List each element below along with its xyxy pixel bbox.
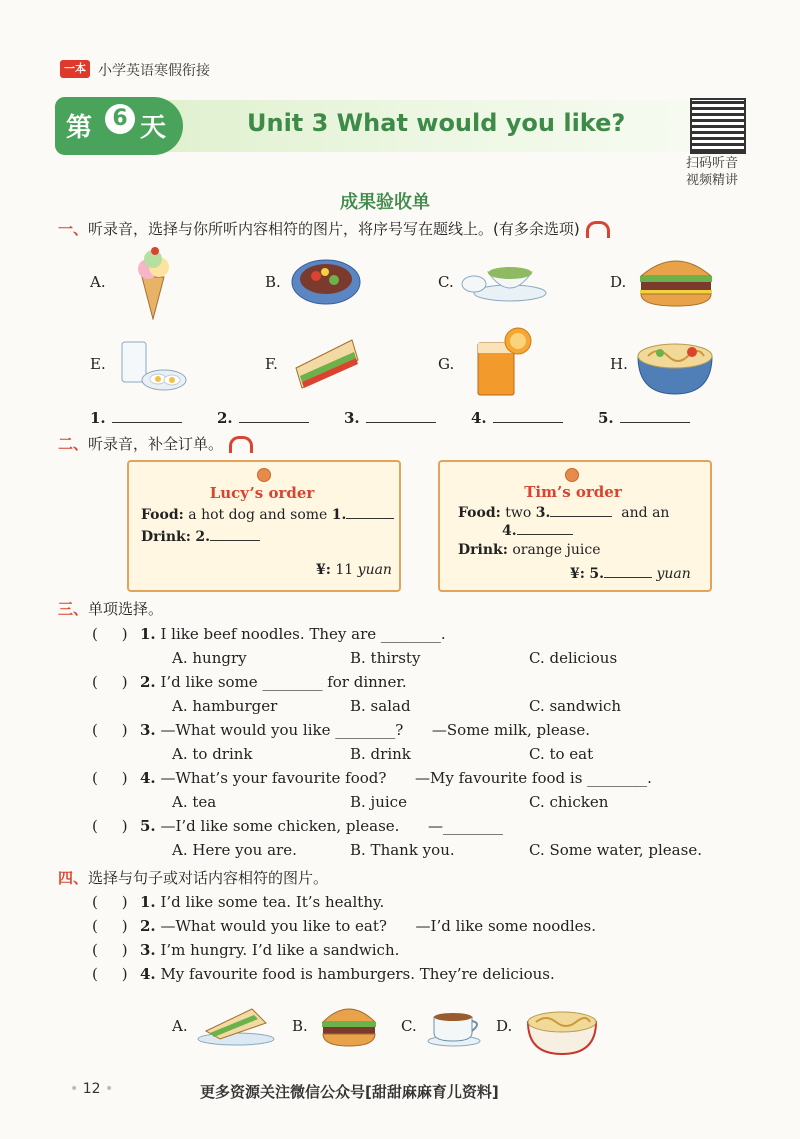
option-a[interactable]: A. hungry [172, 649, 247, 667]
mc-options [92, 790, 752, 814]
option-a[interactable]: A. Here you are. [172, 841, 297, 859]
option-c[interactable]: C. chicken [529, 793, 609, 811]
answer-blank-5[interactable]: 5. [598, 408, 690, 427]
option-letter: C. [438, 273, 454, 291]
option-b[interactable]: B. thirsty [350, 649, 421, 667]
option-c[interactable]: C. sandwich [529, 697, 622, 715]
option-letter: E. [90, 355, 106, 373]
answer-paren[interactable]: ( ) [92, 769, 128, 787]
option-letter: G. [438, 355, 455, 373]
tim-blank-4[interactable] [517, 522, 573, 535]
answer-paren[interactable]: ( ) [92, 917, 128, 935]
option-letter: A. [172, 1017, 188, 1035]
mc-options [92, 742, 752, 766]
qr-caption: 扫码听音 视频精讲 [686, 156, 739, 188]
hamburger-icon [637, 250, 715, 310]
brand-badge: 一本 [60, 60, 90, 78]
match-question: ( ) 2. —What would you like to eat? —I’d like some noodles. [92, 914, 752, 938]
answer-paren[interactable]: ( ) [92, 721, 128, 739]
day-prefix: 第 [66, 113, 93, 143]
ice-cream-icon [128, 245, 178, 320]
answer-paren[interactable]: ( ) [92, 673, 128, 691]
tea-cup-icon [460, 258, 550, 303]
footer-text: 更多资源关注微信公众号[甜甜麻麻育儿资料] [200, 1083, 499, 1101]
option-c[interactable]: C. to eat [529, 745, 594, 763]
option-letter: B. [265, 273, 281, 291]
sandwich-icon [196, 1005, 276, 1047]
hamburger-icon [320, 1000, 378, 1050]
answer-blank-3[interactable]: 3. [344, 408, 436, 427]
option-letter: D. [496, 1017, 513, 1035]
section-title: 成果验收单 [340, 192, 430, 213]
noodles-icon [524, 1004, 600, 1056]
qr-code-icon[interactable] [690, 98, 746, 154]
part1-heading: 一、听录音，选择与你所听内容相符的图片，将序号写在题线上。(有多余选项) [58, 218, 610, 239]
unit-title: Unit 3 What would you like? [247, 109, 626, 137]
lucy-blank-2[interactable] [210, 528, 260, 541]
noodles-icon [634, 336, 716, 396]
answer-blank-1[interactable]: 1. [90, 408, 182, 427]
mc-question: ( ) 3. —What would you like ________? —Some milk, please. [92, 718, 752, 742]
headphone-icon[interactable] [229, 436, 253, 453]
answer-paren[interactable]: ( ) [92, 817, 128, 835]
part3-questions [92, 622, 752, 862]
mc-options [92, 694, 752, 718]
option-a[interactable]: A. hamburger [172, 697, 278, 715]
tim-blank-5[interactable] [604, 565, 652, 578]
tim-order-title: Tim’s order [524, 483, 622, 501]
lucy-price: ¥: 11 yuan [316, 562, 392, 578]
part3-heading: 三、单项选择。 [58, 600, 164, 618]
option-c[interactable]: C. Some water, please. [529, 841, 702, 859]
option-letter: D. [610, 273, 627, 291]
option-letter: C. [401, 1017, 417, 1035]
answer-paren[interactable]: ( ) [92, 941, 128, 959]
mc-question: ( ) 2. I’d like some ________ for dinner. [92, 670, 752, 694]
answer-paren[interactable]: ( ) [92, 965, 128, 983]
lucy-food-line: Food: a hot dog and some 1. [141, 506, 394, 523]
tea-cup-icon [426, 1005, 484, 1047]
answer-paren[interactable]: ( ) [92, 893, 128, 911]
milk-egg-icon [118, 340, 188, 392]
day-suffix: 天 [140, 113, 167, 143]
mc-options [92, 646, 752, 670]
pin-icon [257, 468, 271, 482]
option-b[interactable]: B. Thank you. [350, 841, 455, 859]
page-number: • 12 • [70, 1081, 114, 1097]
answer-blank-2[interactable]: 2. [217, 408, 309, 427]
answer-paren[interactable]: ( ) [92, 625, 128, 643]
match-question: ( ) 4. My favourite food is hamburgers. They’re delicious. [92, 962, 752, 986]
option-letter: A. [90, 273, 106, 291]
part4-heading: 四、选择与句子或对话内容相符的图片。 [58, 869, 329, 887]
salad-icon [290, 254, 362, 306]
option-b[interactable]: B. drink [350, 745, 411, 763]
pin-icon [565, 468, 579, 482]
day-number: 6 [105, 104, 135, 134]
tim-price: ¥: 5. yuan [570, 566, 691, 582]
lucy-drink-line: Drink: 2. [141, 528, 260, 545]
option-a[interactable]: A. to drink [172, 745, 253, 763]
orange-juice-icon [472, 325, 534, 399]
tim-drink-line: Drink: orange juice [458, 542, 601, 558]
mc-question: ( ) 1. I like beef noodles. They are ________. [92, 622, 752, 646]
mc-question: ( ) 4. —What’s your favourite food? —My favourite food is ________. [92, 766, 752, 790]
mc-options [92, 838, 752, 862]
lucy-order-title: Lucy’s order [209, 484, 315, 502]
lucy-blank-1[interactable] [346, 506, 394, 519]
option-b[interactable]: B. salad [350, 697, 411, 715]
tim-blank-3[interactable] [550, 504, 612, 517]
option-letter: F. [265, 355, 278, 373]
sandwich-icon [292, 338, 362, 393]
mc-question: ( ) 5. —I’d like some chicken, please. —________ [92, 814, 752, 838]
option-c[interactable]: C. delicious [529, 649, 618, 667]
headphone-icon[interactable] [586, 221, 610, 238]
tim-food-line: Food: two 3. and an [458, 505, 670, 521]
part4-questions [92, 890, 752, 986]
option-letter: H. [610, 355, 628, 373]
part2-heading: 二、听录音，补全订单。 [58, 433, 253, 454]
option-b[interactable]: B. juice [350, 793, 407, 811]
brand-text: 小学英语寒假衔接 [98, 63, 210, 79]
answer-blank-4[interactable]: 4. [471, 408, 563, 427]
option-letter: B. [292, 1017, 308, 1035]
option-a[interactable]: A. tea [172, 793, 217, 811]
tim-food-line-2: 4. [502, 522, 573, 539]
match-question: ( ) 3. I’m hungry. I’d like a sandwich. [92, 938, 752, 962]
match-question: ( ) 1. I’d like some tea. It’s healthy. [92, 890, 752, 914]
